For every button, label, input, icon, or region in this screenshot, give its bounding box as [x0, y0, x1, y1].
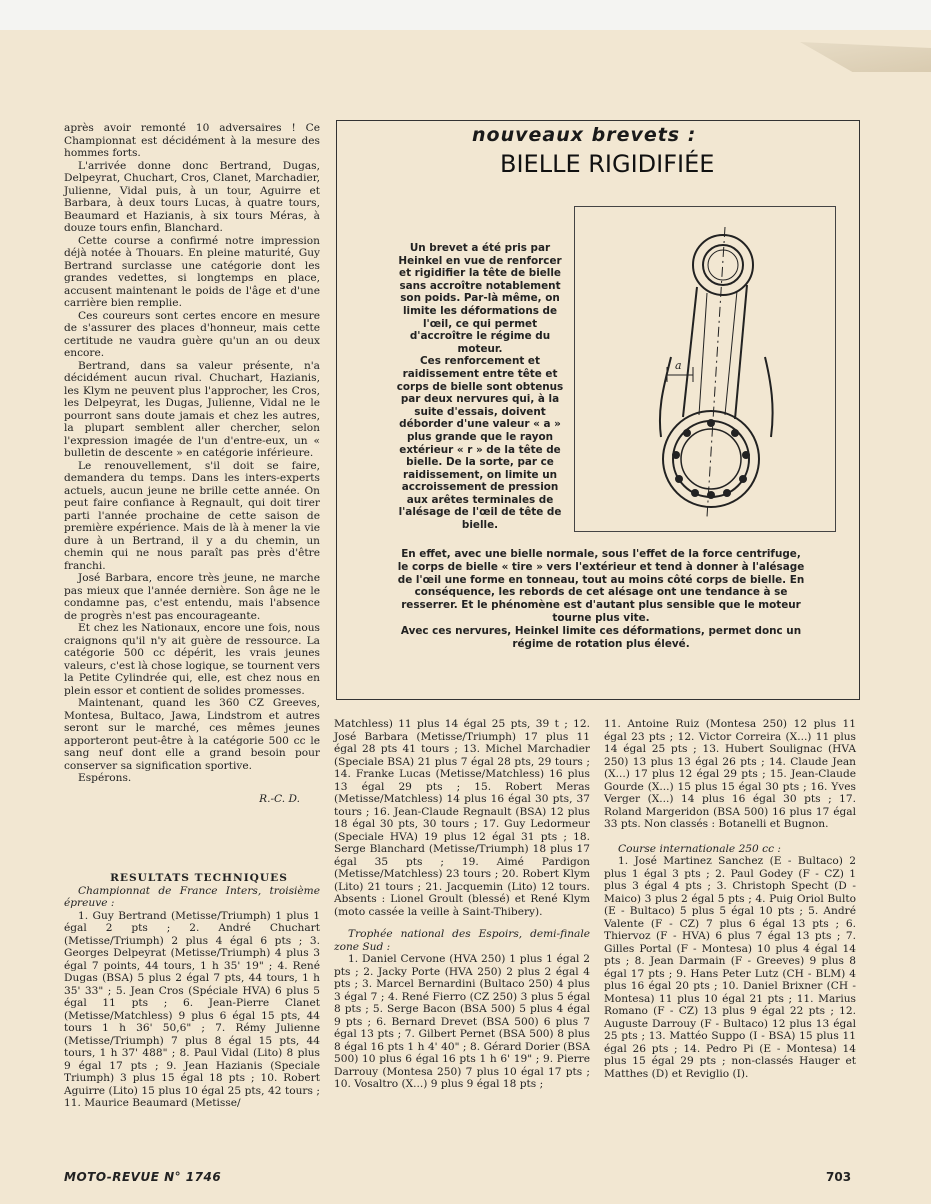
results-column-3 — [604, 718, 856, 1080]
section-kicker: nouveaux brevets : — [472, 124, 697, 146]
results-column-2 — [334, 718, 590, 1091]
espoirs-results-cont: 11. Antoine Ruiz (Montesa 250) 12 plus 11 égal 23 pts ; 12. Victor Correira (X...) 11 plus 14 égal 25 pts ; 13. Hubert Soulignac (HVA 250) 13 plus 13 égal 26 pts ; 14. Claude Jean (X...) 17 plus 12 égal 29 pts ; 15. Jean-Claude Gourde (X...) 15 plus 15 égal 30 pts ; 16. Yves Verger (X...) 14 plus 16 égal 30 pts ; 17. Roland Margeridon (BSA 500) 16 plus 17 égal 33 pts. Non classés : Botanelli et Bugnon. — [604, 718, 856, 830]
paragraph: En effet, avec une bielle normale, sous l'effet de la force centrifuge, le corps de bielle « tire » vers l'extérieur et tend à donner à l'alésage de l'œil une forme en tonneau, tout au moins côté corps de bielle. En conséquence, les rebords de cet alésage ont une tendance à se resserrer. Et le phénomène est d'autant plus sensible que le moteur tourne plus vite. — [397, 548, 805, 624]
paragraph: Bertrand, dans sa valeur présente, n'a décidément aucun rival. Chuchart, Hazianis, les Klym ne peuvent plus l'approcher, les Cros, les Delpeyrat, les Dugas, Julienne, Vidal ne le pourront sans doute jamais et chez les autres, la plupart semblent aller chercher, selon l'expression imagée de l'un d'entre-eux, un « bulletin de descente » en catégorie inférieure. — [64, 359, 320, 459]
paragraph: Maintenant, quand les 360 CZ Greeves, Montesa, Bultaco, Jawa, Lindstrom et autres seront sur le marché, ces mêmes jeunes apporteront peut-être à la catégorie 500 cc le sang neuf dont elle a grand besoin pour conserver sa signification sportive. — [64, 697, 320, 772]
paragraph: après avoir remonté 10 adversaires ! Ce Championnat est décidément à la mesure des hommes forts. — [64, 122, 320, 159]
espoirs-results: 1. Daniel Cervone (HVA 250) 1 plus 1 égal 2 pts ; 2. Jacky Porte (HVA 250) 2 plus 2 égal 4 pts ; 3. Marcel Bernardini (Bultaco 250) 4 plus 3 égal 7 ; 4. René Fierro (CZ 250) 3 plus 5 égal 8 pts ; 5. Serge Bacon (BSA 500) 5 plus 4 égal 9 pts ; 6. Bernard Drevet (BSA 500) 6 plus 7 égal 13 pts ; 7. Gilbert Pernet (BSA 500) 8 plus 8 égal 16 pts 1 h 4' 40" ; 8. Gérard Dorier (BSA 500) 10 plus 6 égal 16 pts 1 h 6' 19" ; 9. Pierre Darrouy (Montesa 250) 7 plus 10 égal 17 pts ; 10. Vosaltro (X...) 9 plus 9 égal 18 pts ; — [334, 953, 590, 1090]
paragraph: Ces renforcement et raidissement entre tête et corps de bielle sont obtenus par deux nervures qui, à la suite d'essais, doivent déborder d'une valeur « a » plus grande que le rayon extérieur « r » de la tête de bielle. De la sorte, par ce raidissement, on limite un accroissement de pression aux arêtes terminales de l'alésage de l'œil de tête de bielle. — [396, 355, 564, 532]
author-signature: R.-C. D. — [259, 792, 300, 805]
international-results: 1. José Martinez Sanchez (E - Bultaco) 2 plus 1 égal 3 pts ; 2. Paul Godey (F - CZ) 1 plus 3 égal 4 pts ; 3. Christoph Specht (D - Maico) 3 plus 2 égal 5 pts ; 4. Puig Oriol Bulto (E - Bultaco) 5 plus 5 égal 10 pts ; 5. André Valente (F - CZ) 7 plus 6 égal 13 pts ; 6. Thiervoz (F - HVA) 6 plus 7 égal 13 pts ; 7. Gilles Portal (F - Montesa) 10 plus 4 égal 14 pts ; 8. Jean Darmain (F - Greeves) 9 plus 8 égal 17 pts ; 9. Hans Peter Lutz (CH - BLM) 4 plus 16 égal 20 pts ; 10. Daniel Brixner (CH - Montesa) 11 plus 10 égal 21 pts ; 11. Marius Romano (F - CZ) 13 plus 9 égal 22 pts ; 12. Auguste Darrouy (F - Bultaco) 12 plus 13 égal 25 pts ; 13. Mattéo Suppo (I - BSA) 15 plus 11 égal 26 pts ; 14. Pedro Pi (E - Montesa) 14 plus 15 égal 29 pts ; non-classés Hauger et Matthes (D) et Reviglio (I). — [604, 855, 856, 1080]
championship-results: 1. Guy Bertrand (Metisse/Triumph) 1 plus 1 égal 2 pts ; 2. André Chuchart (Metisse/Triumph) 2 plus 4 égal 6 pts ; 3. Georges Delpeyrat (Metisse/Triumph) 4 plus 3 égal 7 points, 44 tours, 1 h 35' 19" ; 4. René Dugas (BSA) 5 plus 2 égal 7 pts, 44 tours, 1 h 35' 33" ; 5. Jean Cros (Spéciale HVA) 6 plus 5 égal 11 pts ; 6. Jean-Pierre Clanet (Metisse/Matchless) 9 plus 6 égal 15 pts, 44 tours 1 h 36' 50,6" ; 7. Rémy Julienne (Metisse/Triumph) 7 plus 8 égal 15 pts, 44 tours, 1 h 37' 488" ; 8. Paul Vidal (Lito) 8 plus 9 égal 17 pts ; 9. Jean Hazianis (Speciale Triumph) 3 plus 15 égal 18 pts ; 10. Robert Aguirre (Lito) 15 plus 10 égal 25 pts, 42 tours ; 11. Maurice Beaumard (Metisse/ — [64, 909, 320, 1109]
championship-title: Championnat de France Inters, troisième épreuve : — [64, 884, 320, 909]
paragraph: José Barbara, encore très jeune, ne marche pas mieux que l'année dernière. Son âge ne le condamne pas, c'est entendu, mais l'absence de progrès n'est pas encourageante. — [64, 572, 320, 622]
article-column-1 — [64, 122, 320, 805]
paragraph: Espérons. — [78, 772, 132, 784]
espoirs-title: Trophée national des Espoirs, demi-finale zone Sud : — [334, 928, 590, 953]
patent-intro — [396, 242, 564, 532]
paragraph: L'arrivée donne donc Bertrand, Dugas, Delpeyrat, Chuchart, Cros, Clanet, Marchadier, Julienne, Vidal puis, à un tour, Aguirre et Barbara, à deux tours Lucas, à quatre tours, Beaumard et Hazianis, à six tours Méras, à douze tours enfin, Blanchard. — [64, 159, 320, 234]
paragraph: Ces coureurs sont certes encore en mesure de s'assurer des places d'honneur, mais cette certitude ne vaudra guère qu'un an ou deux encore. — [64, 309, 320, 359]
dimension-label: a — [675, 359, 682, 372]
results-title: RESULTATS TECHNIQUES — [110, 872, 288, 884]
paragraph: Le renouvellement, s'il doit se faire, demandera du temps. Dans les inters-experts actuels, aucun jeune ne brille cette année. On peut faire confiance à Regnault, qui doit tirer parti l'année prochaine de cette saison de première expérience. Mais de là à mener la vie dure à un Bertrand, il y a du chemin, un chemin qui ne nous paraît pas près d'être franchi. — [64, 459, 320, 572]
paragraph: Et chez les Nationaux, encore une fois, nous craignons qu'il n'y ait guère de ressource. La catégorie 500 cc dépérit, les vrais jeunes valeurs, c'est là chose logique, se tournent vers la Petite Cylindrée qui, elle, est chez nous en plein essor et contient de solides promesses. — [64, 622, 320, 697]
results-column-1 — [64, 872, 320, 1110]
paragraph: Un brevet a été pris par Heinkel en vue de renforcer et rigidifier la tête de bielle sans accroître notablement son poids. Par-là même, on limite les déformations de l'œil, ce qui permet d'accroître le régime du moteur. — [398, 242, 562, 355]
magazine-issue: MOTO-REVUE N° 1746 — [64, 1170, 222, 1184]
connecting-rod-diagram — [574, 206, 836, 532]
international-title: Course internationale 250 cc : — [618, 842, 781, 855]
headline: BIELLE RIGIDIFIÉE — [500, 150, 715, 178]
connecting-rod-drawing — [575, 207, 835, 531]
championship-results-cont: Matchless) 11 plus 14 égal 25 pts, 39 t ; 12. José Barbara (Metisse/Triumph) 17 plus 11 égal 28 pts 41 tours ; 13. Michel Marchadier (Speciale BSA) 21 plus 7 égal 28 pts, 29 tours ; 14. Franke Lucas (Metisse/Matchless) 16 plus 13 égal 29 pts ; 15. Robert Meras (Metisse/Matchless) 14 plus 16 égal 30 pts, 37 tours ; 16. Jean-Claude Regnault (BSA) 12 plus 18 égal 30 pts, 30 tours ; 17. Guy Ledormeur (Speciale HVA) 19 plus 12 égal 31 pts ; 18. Serge Blanchard (Metisse/Triumph) 18 plus 17 égal 35 pts ; 19. Aimé Pardigon (Metisse/Matchless) 23 tours ; 20. Robert Klym (Lito) 21 tours ; 21. Jacquemin (Lito) 12 tours. Absents : Lionel Groult (blessé) et René Klym (moto cassée la veille à Saint-Thibery). — [334, 718, 590, 918]
paragraph: Avec ces nervures, Heinkel limite ces déformations, permet donc un régime de rotation plus élevé. — [400, 624, 802, 650]
patent-continuation — [396, 548, 806, 650]
paragraph: Cette course a confirmé notre impression déjà notée à Thouars. En pleine maturité, Guy Bertrand surclasse une catégorie dont les grandes vedettes, si longtemps en place, accusent maintenant le poids de l'âge et d'une carrière bien remplie. — [64, 234, 320, 309]
page-number: 703 — [826, 1170, 852, 1184]
